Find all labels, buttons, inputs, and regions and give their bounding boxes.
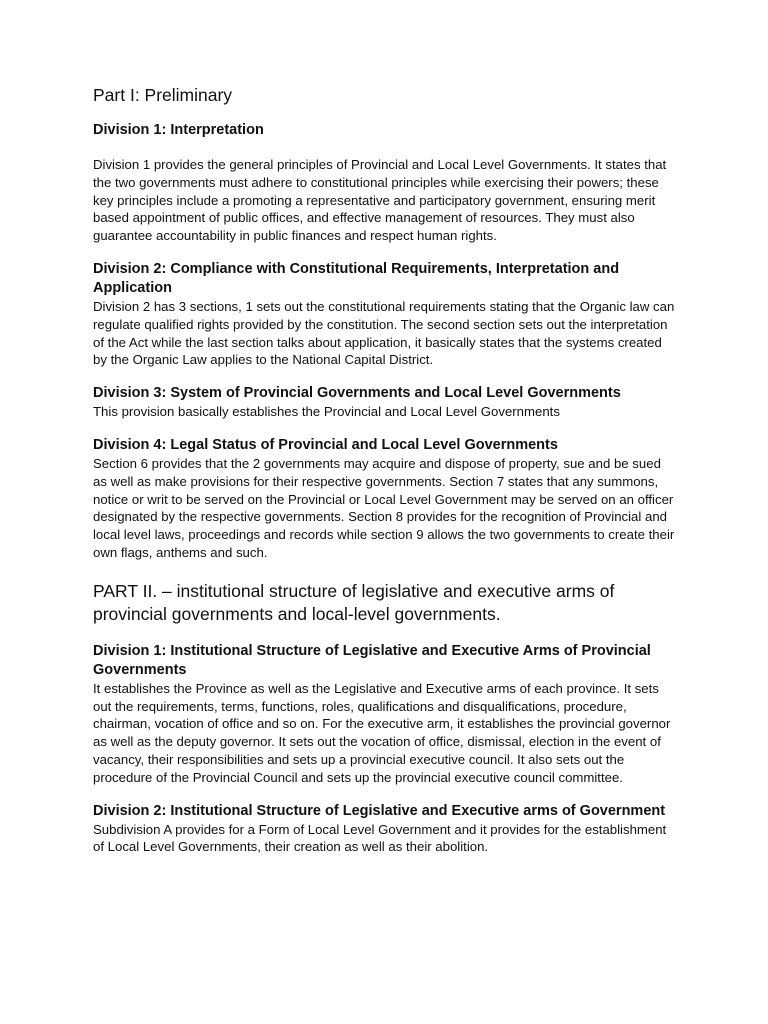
division-heading: Division 4: Legal Status of Provincial and Local Level Governments: [93, 436, 558, 453]
part-2-division-1: [93, 642, 678, 787]
division-text: Section 6 provides that the 2 governments may acquire and dispose of property, sue and be sued as well as make provisions for their respective governments. Section 7 states that any summons, notice or writ to be served on the Provincial or Local Level Government may be served on an officer designated by the respective governments. Section 8 provides for the recognition of Provincial and local level laws, proceedings and records while section 9 allows the two governments to create their own flags, anthems and such.: [93, 455, 675, 560]
part-1-division-1: [93, 121, 678, 245]
division-heading: Division 3: System of Provincial Governments and Local Level Governments: [93, 385, 621, 402]
part-1-division-2: [93, 260, 678, 369]
division-text: Subdivision A provides for a Form of Local Level Government and it provides for the establishment of Local Level Governments, their creation as well as their abolition.: [93, 821, 667, 855]
division-text: This provision basically establishes the Provincial and Local Level Governments: [93, 404, 560, 420]
part-1-division-3: [93, 384, 678, 421]
part-2-division-2: [93, 802, 678, 857]
division-heading: Division 2: Institutional Structure of Legislative and Executive arms of Government: [93, 802, 666, 819]
division-text: It establishes the Province as well as the Legislative and Executive arms of each province. It sets out the requirements, terms, functions, roles, qualifications and disqualifications, procedure, chairman, vocation of office and so on. For the executive arm, it establishes the provincial governor as well as the deputy governor. It sets out the vocation of office, dismissal, election in the event of vacancy, their responsibilities and sets up a provincial executive council. It also sets out the procedure of the Provincial Council and sets up the provincial executive council committee.: [93, 680, 671, 785]
part-1-division-4: [93, 436, 678, 562]
division-heading: Division 2: Compliance with Constitutional Requirements, Interpretation and Application: [93, 260, 620, 296]
part-2-title: PART II. – institutional structure of legislative and executive arms of provincial governments and local-level governments.: [93, 580, 615, 624]
part-1-title: Part I: Preliminary: [93, 85, 233, 105]
division-heading: Division 1: Interpretation: [93, 122, 264, 138]
division-text: Division 1 provides the general principles of Provincial and Local Level Governments. It states that the two governments must adhere to constitutional principles while exercising their powers; these key principles include a promoting a representative and participatory government, ensuring merit based appointment of public offices, and effective management of resources. They must also guarantee accountability in public finances and respect human rights.: [93, 157, 667, 244]
division-text: Division 2 has 3 sections, 1 sets out the constitutional requirements stating that the Organic law can regulate qualified rights provided by the constitution. The second section sets out the interpretation of the Act while the last section talks about application, it basically states that the systems created by the Organic Law applies to the National Capital District.: [93, 298, 675, 368]
division-heading: Division 1: Institutional Structure of Legislative and Executive Arms of Provincial Governments: [93, 642, 651, 678]
